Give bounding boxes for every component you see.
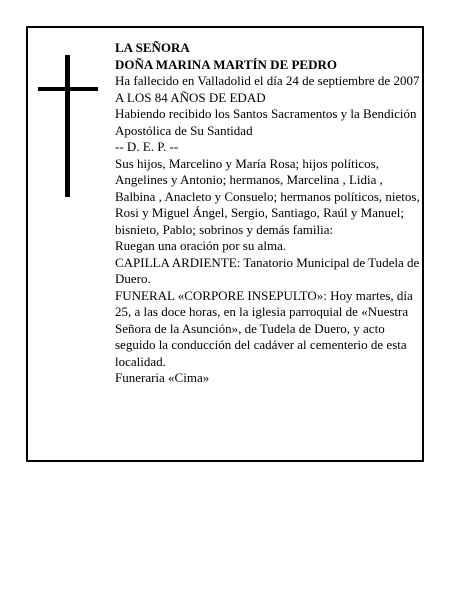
chapel-info: CAPILLA ARDIENTE: Tanatorio Municipal de Tudela de Duero.: [115, 254, 420, 286]
funeral-home: Funeraria «Cima»: [115, 370, 210, 385]
family-list: Sus hijos, Marcelino y María Rosa; hijos políticos, Angelines y Antonio; hermanos, Marcelina , Lidia , Balbina , Anacleto y Consuelo; hermanos políticos, nietos, Rosi y Miguel Ángel, Sergio, Santiago, Raúl y Manuel; bisnieto, Pablo; sobrinos y demás familia:: [115, 155, 420, 237]
cross-vertical-bar: [65, 55, 70, 197]
sacraments-line: Habiendo recibido los Santos Sacramentos y la Bendición Apostólica de Su Santidad: [115, 106, 417, 138]
cross-icon: [38, 55, 98, 197]
dep-line: -- D. E. P. --: [115, 139, 179, 154]
death-announcement: Ha fallecido en Valladolid el día 24 de septiembre de 2007: [115, 73, 420, 88]
funeral-info: FUNERAL «CORPORE INSEPULTO»: Hoy martes, día 25, a las doce horas, en la iglesia parroquial de «Nuestra Señora de la Asunción», de Tudela de Duero, y acto seguido la conducción del cadáver al cementerio de esta localidad.: [115, 287, 413, 369]
title-line: LA SEÑORA: [115, 40, 190, 55]
age-line: A LOS 84 AÑOS DE EDAD: [115, 89, 266, 105]
obituary-notice: [26, 26, 424, 462]
notice-text-block: [115, 40, 421, 387]
deceased-name: DOÑA MARINA MARTÍN DE PEDRO: [115, 56, 337, 72]
cross-horizontal-bar: [38, 87, 98, 91]
prayer-request: Ruegan una oración por su alma.: [115, 238, 287, 253]
